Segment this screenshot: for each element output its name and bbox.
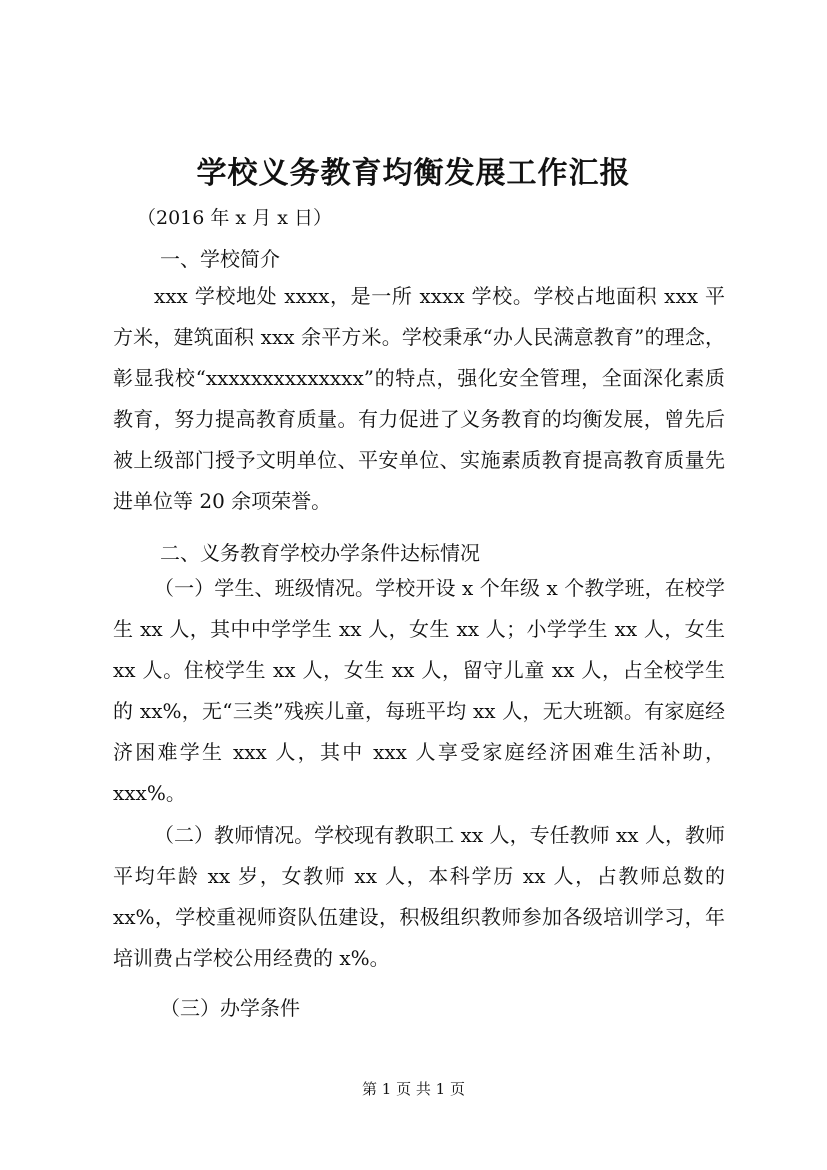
document-title: 学校义务教育均衡发展工作汇报 — [196, 156, 631, 191]
section-heading-intro: 一、学校简介 — [160, 247, 280, 271]
paragraph-school-intro: xxx 学校地处 xxxx，是一所 xxxx 学校。学校占地面积 xxx 平方米，建筑面积 xxx 余平方米。学校秉承“办人民满意教育”的理念，彰显我校“xxxxxxxxxxxxxx”的特点，强化安全管理，全面深化素质教育，努力提高教育质量。有力促进了义务教育的均衡发展，曾先后被上级部门授予文明单位、平安单位、实施素质教育提高教育质量先进单位等 20 余项荣誉。 — [113, 284, 725, 513]
section-heading-conditions: 二、义务教育学校办学条件达标情况 — [160, 541, 480, 565]
page-number-footer: 第 1 页 共 1 页 — [362, 1080, 465, 1098]
paragraph-students-classes: （一）学生、班级情况。学校开设 x 个年级 x 个教学班，在校学生 xx 人，其中中学学生 xx 人，女生 xx 人；小学学生 xx 人，女生 xx 人。住校学生 xx 人，女生 xx 人，留守儿童 xx 人，占全校学生的 xx%，无“三类”残疾儿童，每班平均 xx 人，无大班额。有家庭经济困难学生 xxx 人，其中 xxx 人享受家庭经济困难生活补助，xxx%。 — [113, 576, 725, 805]
subsection-heading-facilities: （三）办学条件 — [160, 996, 300, 1020]
document-date: （2016 年 x 月 x 日） — [137, 207, 332, 229]
paragraph-teachers: （二）教师情况。学校现有教职工 xx 人，专任教师 xx 人，教师平均年龄 xx 岁，女教师 xx 人，本科学历 xx 人，占教师总数的 xx%，学校重视师资队伍建设，积极组织教师参加各级培训学习，年培训费占学校公用经费的 x%。 — [113, 823, 725, 970]
